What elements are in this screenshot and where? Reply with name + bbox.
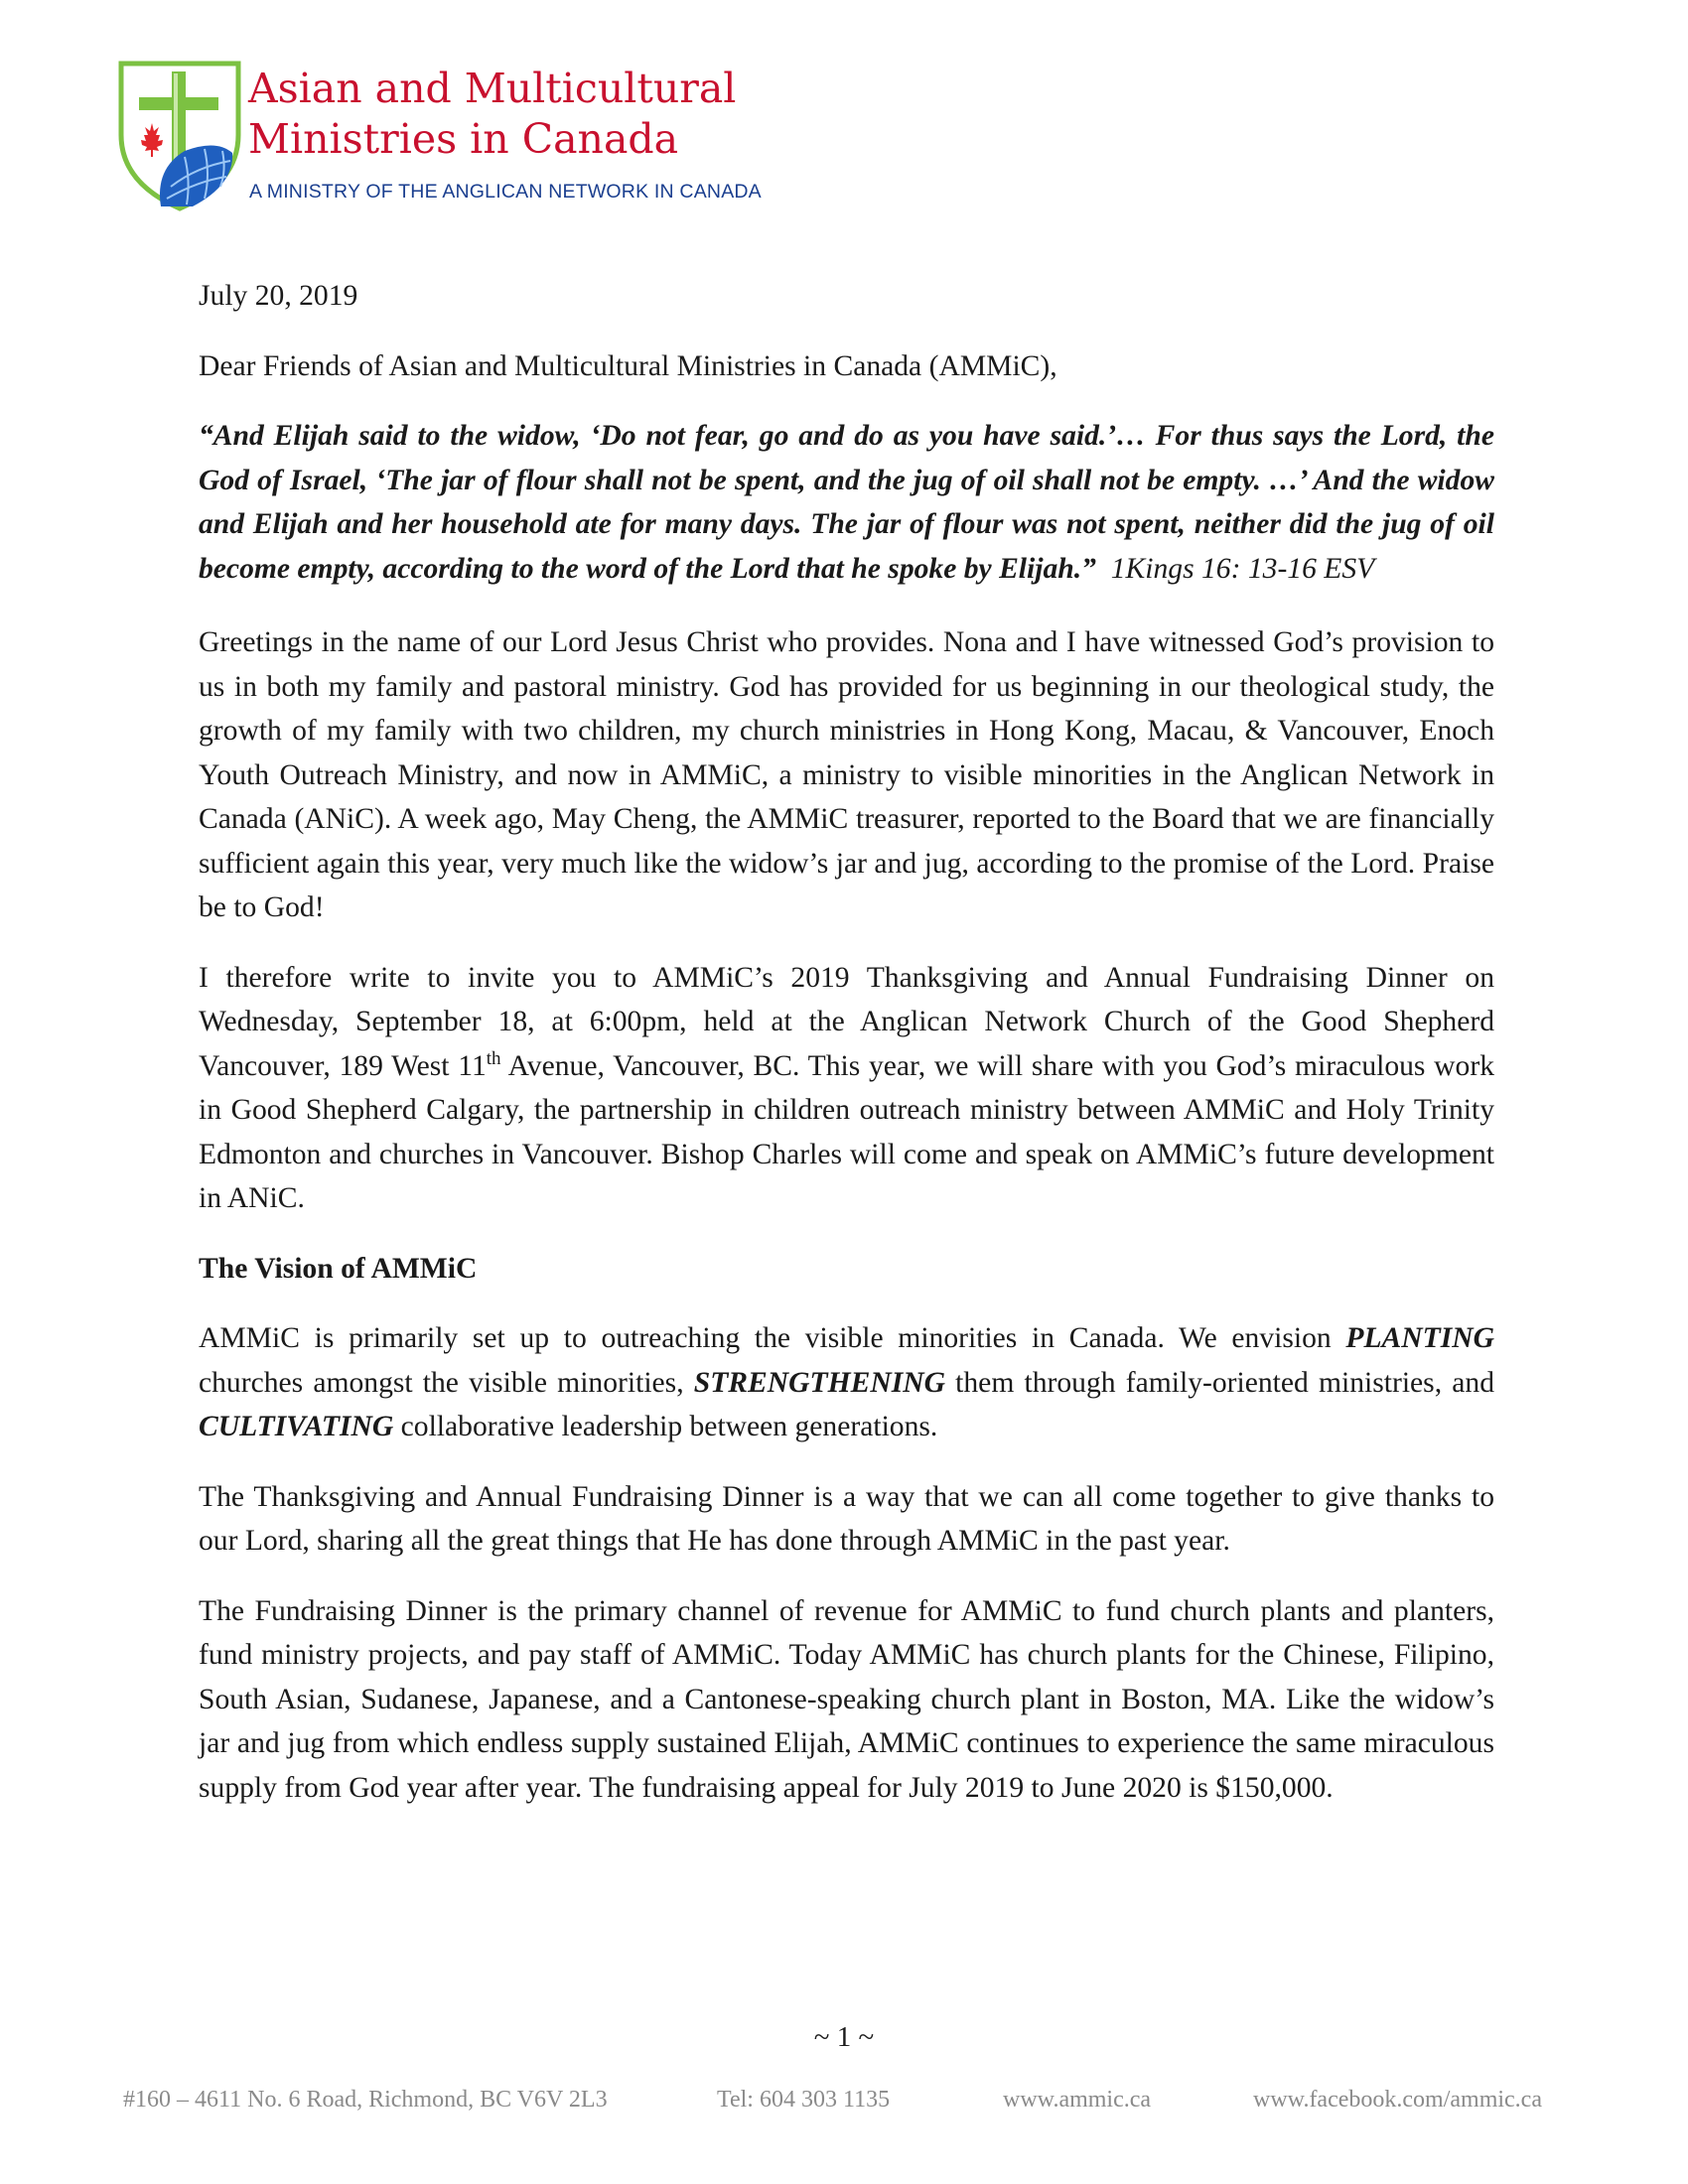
invitation-text-part1: I therefore write to invite you to AMMiC’s 2019 Thanksgiving and Annual Fundraising Dinner on Wednesday, September 18, at 6:00pm, held at the Anglican Network Church of the Good Shepherd Vancouver, 189 West 11 — [199, 961, 1494, 1082]
letter-date: July 20, 2019 — [199, 280, 358, 312]
fundraising-paragraph: The Fundraising Dinner is the primary channel of revenue for AMMiC to fund church plants and planters, fund ministry projects, and pay staff of AMMiC. Today AMMiC has church plants for the Chinese, Filipino, South Asian, Sudanese, Japanese, and a Cantonese-speaking church plant in Boston, MA. Like the widow’s jar and jug from which endless supply sustained Elijah, AMMiC continues to experience the same miraculous supply from God year after year. The fundraising appeal for July 2019 to June 2020 is $150,000. — [199, 1594, 1494, 1804]
vision-emphasis-planting: PLANTING — [1345, 1322, 1494, 1354]
letter-salutation: Dear Friends of Asian and Multicultural Ministries in Canada (AMMiC), — [199, 349, 1057, 382]
footer-address: #160 – 4611 No. 6 Road, Richmond, BC V6V 2L3 — [123, 2087, 608, 2113]
letterhead — [115, 58, 762, 216]
vision-text-3: them through family-oriented ministries, and — [945, 1366, 1494, 1399]
invitation-paragraph — [199, 956, 1494, 1221]
vision-heading: The Vision of AMMiC — [199, 1252, 478, 1285]
page-number: ~ 1 ~ — [813, 2021, 875, 2053]
vision-text-2: churches amongst the visible minorities, — [199, 1366, 694, 1399]
invitation-text-part2: Avenue, Vancouver, BC. This year, we will share with you God’s miraculous work in Good Shepherd Calgary, the partnership in children outreach ministry between AMMiC and Holy Trinity Edmonton and churches in Vancouver. Bishop Charles will come and speak on AMMiC’s future development in ANiC. — [199, 1049, 1495, 1214]
vision-emphasis-cultivating: CULTIVATING — [199, 1411, 394, 1442]
scripture-quote: “And Elijah said to the widow, ‘Do not fear, go and do as you have said.’… For thus says the Lord, the God of Israel, ‘The jar of flour shall not be spent, and the jug of oil shall not be empty. …’ And the widow and Elijah and her household ate for many days. The jar of flour was not spent, neither did the jug of oil become empty, according to the word of the Lord that he spoke by Elijah.” — [199, 420, 1494, 585]
footer-facebook-link[interactable]: www.facebook.com/ammic.ca — [1253, 2087, 1542, 2113]
ammic-logo-icon — [115, 58, 244, 212]
thanksgiving-paragraph: The Thanksgiving and Annual Fundraising Dinner is a way that we can all come together to give thanks to our Lord, sharing all the great things that He has done through AMMiC in the past year. — [199, 1480, 1494, 1557]
scripture-passage — [199, 414, 1494, 591]
scripture-reference: 1Kings 16: 13-16 ESV — [1110, 552, 1375, 585]
footer-phone: Tel: 604 303 1135 — [717, 2087, 891, 2113]
greeting-paragraph: Greetings in the name of our Lord Jesus Christ who provides. Nona and I have witnessed God’s provision to us in both my family and pastoral ministry. God has provided for us beginning in our theological study, the growth of my family with two children, my church ministries in Hong Kong, Macau, & Vancouver, Enoch Youth Outreach Ministry, and now in AMMiC, a ministry to visible minorities in the Anglican Network in Canada (ANiC). A week ago, May Cheng, the AMMiC treasurer, reported to the Board that we are financially sufficient again this year, very much like the widow’s jar and jug, according to the promise of the Lord. Praise be to God! — [199, 626, 1494, 923]
organization-name-line2: Ministries in Canada — [248, 115, 679, 163]
letter-body — [199, 274, 1494, 1836]
organization-tagline: A MINISTRY OF THE ANGLICAN NETWORK IN CANADA — [249, 181, 762, 203]
vision-paragraph — [199, 1316, 1494, 1449]
vision-emphasis-strengthening: STRENGTHENING — [693, 1366, 945, 1399]
organization-name-line1: Asian and Multicultural — [248, 65, 737, 112]
organization-name — [248, 64, 736, 165]
vision-text-4: collaborative leadership between generations. — [393, 1411, 938, 1442]
footer-website-link[interactable]: www.ammic.ca — [1003, 2087, 1152, 2113]
vision-text-1: AMMiC is primarily set up to outreaching the visible minorities in Canada. We envision — [199, 1322, 1346, 1354]
ordinal-suffix: th — [486, 1047, 501, 1069]
